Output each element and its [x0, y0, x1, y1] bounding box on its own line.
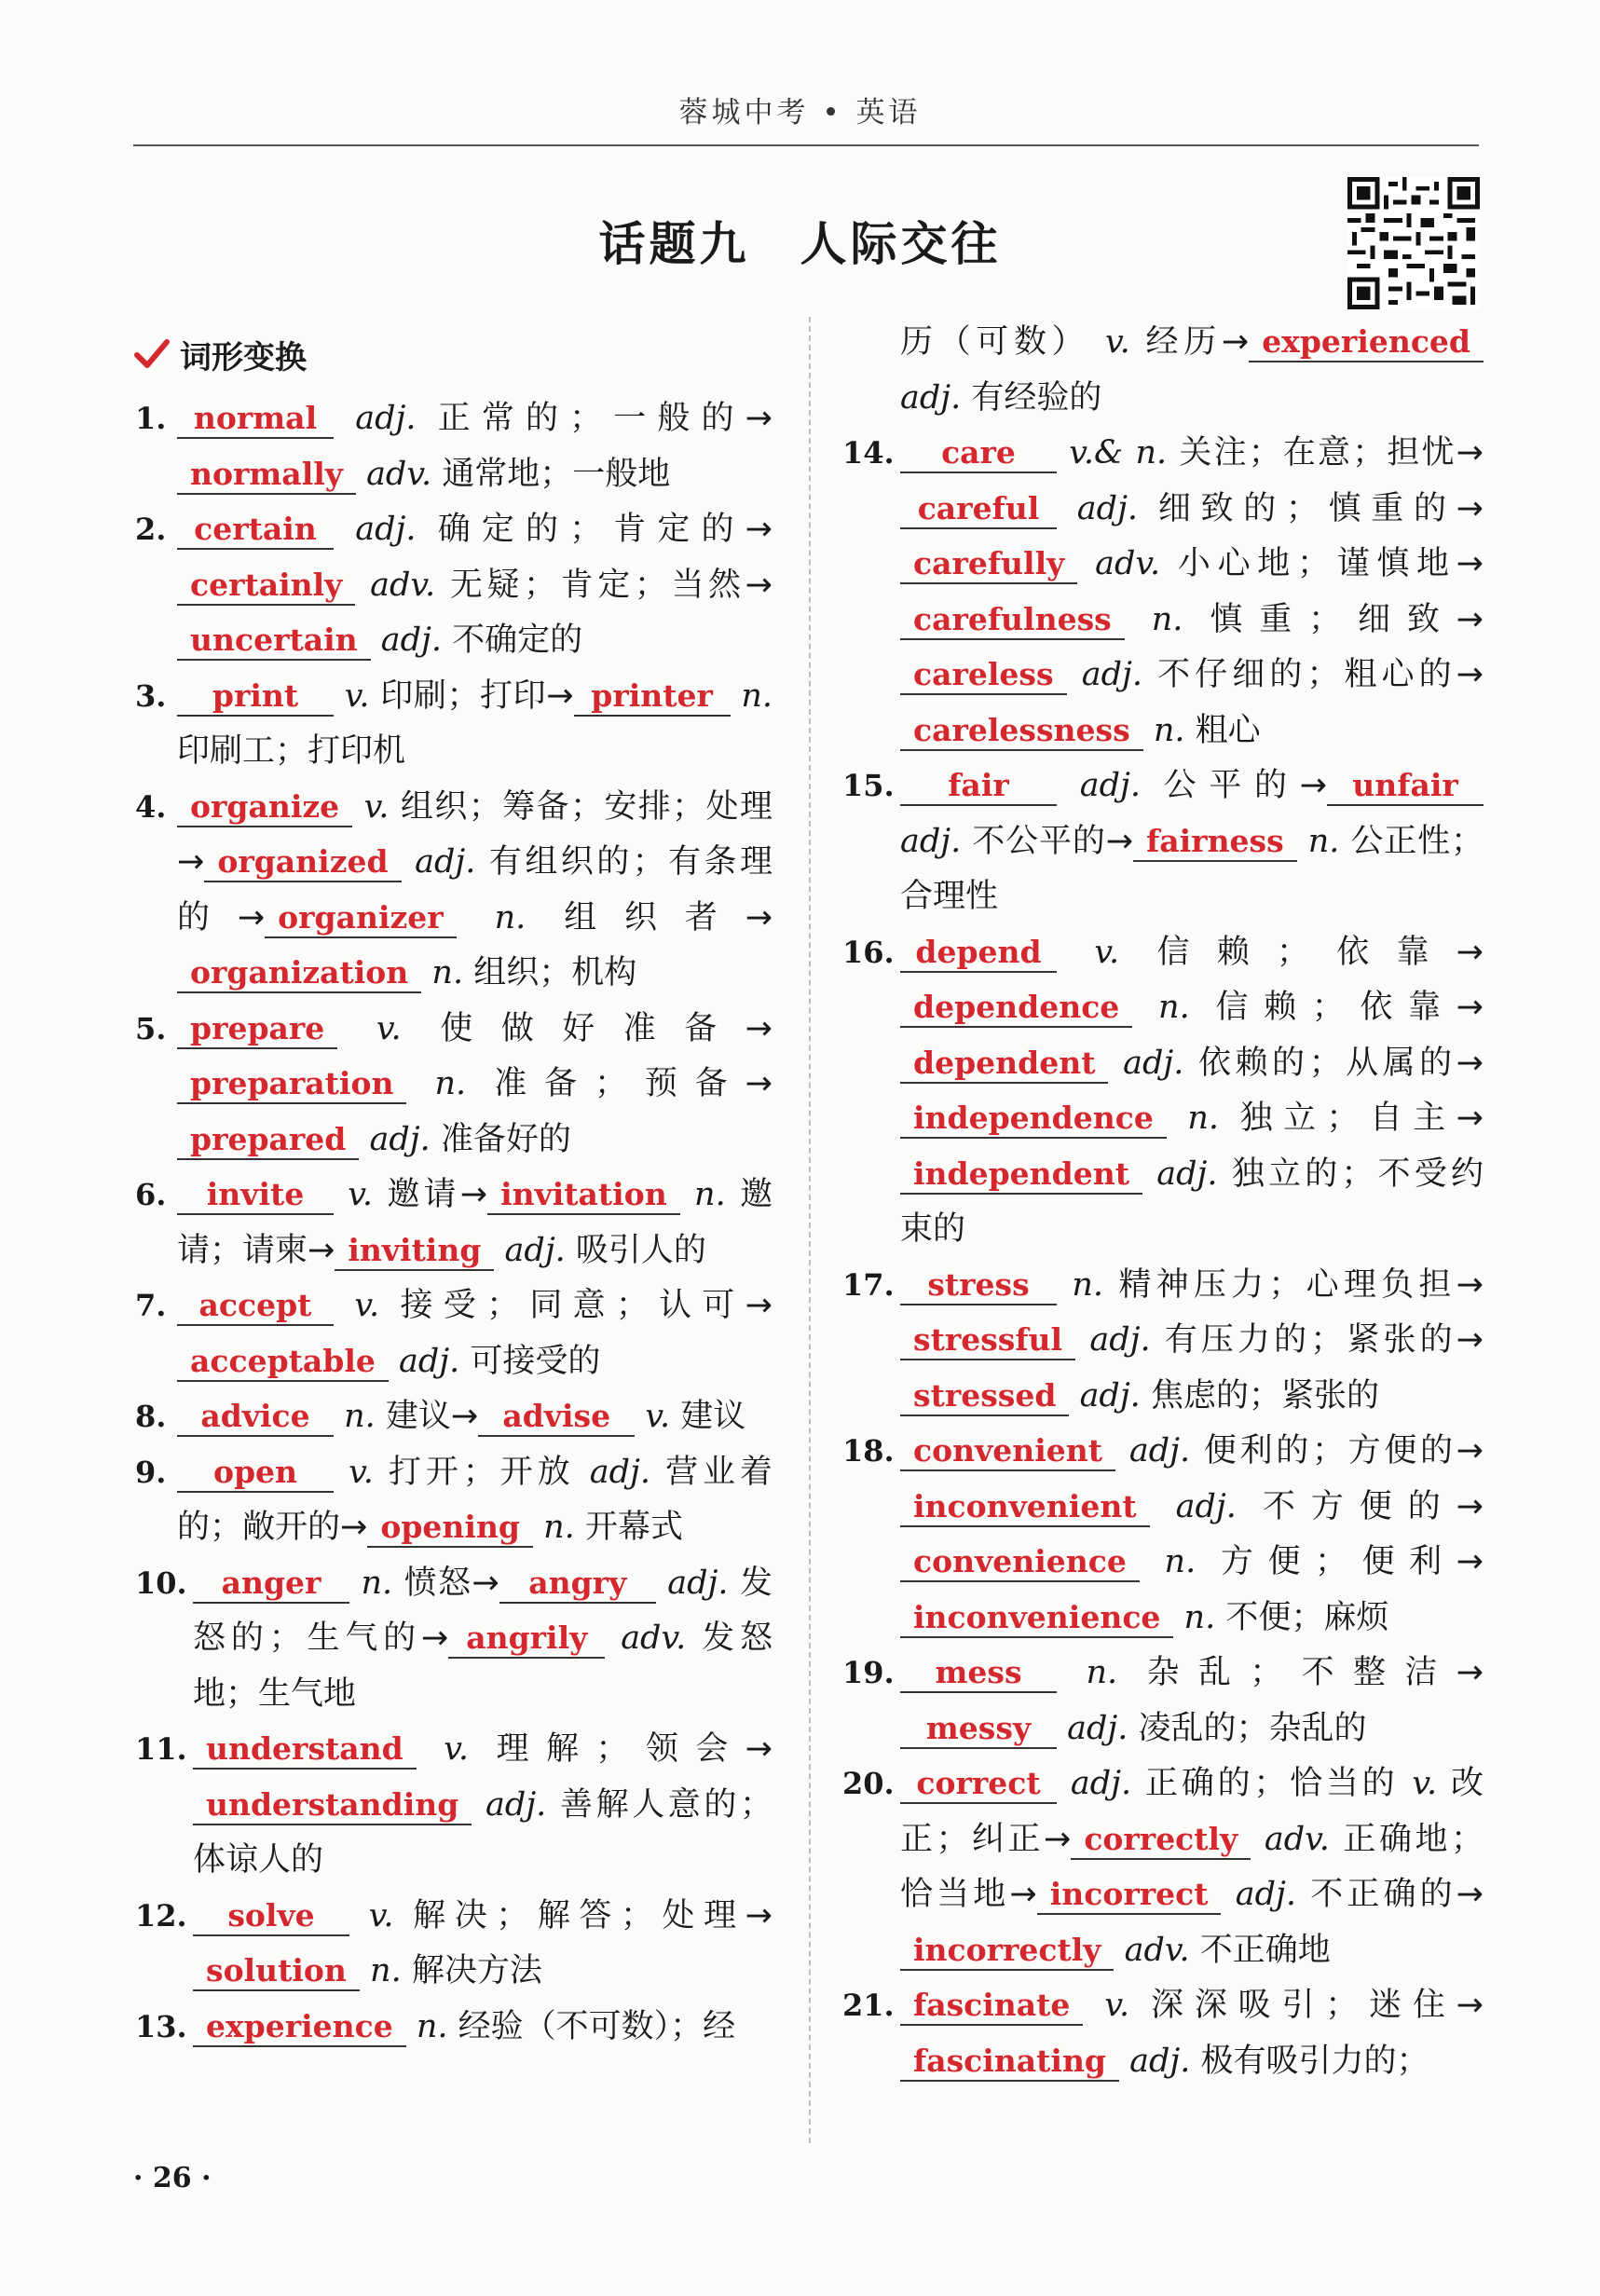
definition-text: 愤怒→: [392, 1564, 499, 1602]
answer-word: uncertain: [177, 622, 371, 661]
part-of-speech: n.: [1124, 600, 1183, 638]
answer-word: convenient: [900, 1432, 1115, 1471]
page-title: 话题九 人际交往: [598, 217, 1002, 271]
vocab-entry: [135, 1556, 773, 1723]
definition-text: 公平的→: [1141, 767, 1328, 804]
answer-word: angrily: [448, 1620, 605, 1659]
definition-text: 组织；机构: [463, 954, 637, 991]
definition-text: 信赖；依靠→: [1119, 933, 1484, 971]
vocab-entry: [135, 1002, 773, 1168]
part-of-speech: adj.: [1069, 1376, 1141, 1414]
answer-word: messy: [900, 1710, 1057, 1749]
answer-word: stress: [900, 1266, 1057, 1305]
entry-number: 20.: [842, 1766, 895, 1801]
entry-number: 5.: [135, 1010, 167, 1046]
definition-text: 不便；麻烦: [1215, 1598, 1389, 1636]
part-of-speech: adv.: [1077, 545, 1161, 582]
definition-text: 理解；领会→: [469, 1730, 773, 1768]
part-of-speech: adj.: [1108, 1044, 1184, 1082]
definition-text: 细致的；慎重的→: [1138, 489, 1484, 527]
answer-word: certainly: [177, 567, 355, 606]
section-heading: [133, 332, 307, 377]
part-of-speech: adj.: [1119, 2042, 1191, 2080]
part-of-speech: v.: [416, 1730, 470, 1768]
part-of-speech: adj.: [900, 822, 962, 860]
part-of-speech: n.: [1057, 1654, 1118, 1691]
entry-number: 3.: [135, 677, 167, 714]
part-of-speech: n.: [406, 1065, 467, 1102]
answer-word: correct: [900, 1765, 1057, 1804]
vocab-entry: [135, 1889, 773, 2000]
definition-text: 发怒的；生气的→: [193, 1564, 773, 1657]
entry-number: 13.: [135, 2008, 187, 2044]
vocab-entry: [135, 780, 773, 1002]
answer-word: organizer: [265, 899, 457, 938]
answer-word: incorrect: [1037, 1876, 1222, 1915]
definition-text: 使做好准备→: [401, 1009, 773, 1047]
answer-word: normal: [177, 400, 334, 439]
definition-text: 改正；纠正→: [900, 1765, 1484, 1858]
answer-word: dependence: [900, 989, 1132, 1028]
entry-number: 11.: [135, 1731, 187, 1767]
part-of-speech: v.: [1089, 323, 1130, 361]
answer-word: organize: [177, 788, 352, 827]
entry-number: 1.: [135, 401, 167, 436]
definition-text: 确定的；肯定的→: [416, 511, 773, 548]
vocab-entry: [135, 1389, 773, 1445]
part-of-speech: adj.: [655, 1564, 729, 1602]
part-of-speech: adj.: [334, 400, 417, 437]
answer-word: organization: [177, 954, 421, 993]
part-of-speech: adv.: [1114, 1931, 1190, 1969]
part-of-speech: adj.: [334, 511, 417, 548]
part-of-speech: n.: [334, 1398, 376, 1435]
definition-text: 经验（不可数）；经: [447, 2007, 736, 2045]
answer-word: carelessness: [900, 712, 1143, 751]
part-of-speech: adj.: [1066, 656, 1142, 693]
definition-text: 深深吸引；迷住→: [1129, 1987, 1484, 2024]
definition-text: 打开；开放: [373, 1453, 575, 1491]
answer-word: careless: [900, 656, 1067, 695]
answer-word: solution: [193, 1952, 360, 1991]
part-of-speech: adj.: [574, 1453, 650, 1491]
vocab-entry: [135, 2000, 773, 2056]
answer-word: fascinating: [900, 2043, 1119, 2082]
part-of-speech: n.: [1296, 822, 1340, 860]
definition-text: 邀请→: [373, 1176, 488, 1213]
answer-word: fairness: [1133, 823, 1297, 862]
answer-word: stressed: [900, 1377, 1069, 1416]
definition-text: 不仔细的；粗心的→: [1142, 656, 1484, 693]
section-title: 词形变换: [180, 339, 307, 376]
part-of-speech: adj.: [1057, 1709, 1128, 1747]
vocab-entry: [842, 1424, 1484, 1646]
part-of-speech: n.: [1142, 711, 1185, 749]
vocab-entry: [135, 1445, 773, 1556]
part-of-speech: n.: [1132, 989, 1190, 1026]
entry-number: 12.: [135, 1897, 187, 1934]
definition-text: 开幕式: [574, 1509, 683, 1546]
entry-number: 19.: [842, 1655, 895, 1690]
vocab-entry: [135, 669, 773, 780]
answer-word: print: [177, 677, 334, 717]
answer-word: stressful: [900, 1321, 1075, 1360]
running-header: 蓉城中考 • 英语: [678, 96, 922, 130]
vocab-entry: [842, 1258, 1484, 1425]
part-of-speech: adj.: [1075, 1321, 1151, 1359]
entry-number: 10.: [135, 1565, 187, 1601]
part-of-speech: adj.: [1057, 1765, 1132, 1802]
definition-text: 凌乱的；杂乱的: [1128, 1709, 1367, 1747]
answer-word: invitation: [487, 1176, 680, 1215]
answer-word: depend: [900, 934, 1057, 973]
part-of-speech: v.: [334, 676, 370, 715]
answer-word: understand: [193, 1730, 417, 1770]
answer-word: mess: [900, 1654, 1057, 1693]
entry-number: 18.: [842, 1433, 895, 1469]
entry-number: 7.: [135, 1288, 167, 1323]
definition-text: 不公平的→: [961, 822, 1134, 860]
part-of-speech: adv.: [1251, 1820, 1330, 1858]
definition-text: 解决；解答；处理→: [393, 1896, 773, 1934]
part-of-speech: adj.: [401, 843, 476, 881]
part-of-speech: v.: [334, 1453, 374, 1491]
answer-word: incorrectly: [900, 1932, 1114, 1971]
entry-number: 6.: [135, 1177, 167, 1212]
definition-text: 组织者→: [526, 898, 773, 936]
answer-word: convenience: [900, 1543, 1140, 1582]
definition-text: 正确地；恰当地→: [900, 1820, 1484, 1913]
answer-word: inconvenience: [900, 1599, 1173, 1638]
definition-text: 发怒地；生气地: [193, 1620, 773, 1713]
part-of-speech: n.: [1166, 1100, 1220, 1137]
definition-text: 印刷工；打印机: [177, 732, 406, 770]
part-of-speech: v.: [337, 1009, 402, 1047]
entry-number: 17.: [842, 1266, 895, 1303]
vocab-entry: [842, 1978, 1484, 2089]
answer-word: care: [900, 434, 1057, 473]
definition-text: 通常地；一般地: [431, 455, 671, 493]
definition-text: 焦虑的；紧张的: [1140, 1376, 1379, 1414]
part-of-speech: v.: [1057, 933, 1120, 971]
definition-text: 无疑；肯定；当然→: [435, 566, 773, 604]
part-of-speech: adv.: [605, 1620, 687, 1657]
vocab-entry: [135, 502, 773, 669]
definition-text: 解决方法: [401, 1952, 542, 1989]
definition-text: 方便；便利→: [1196, 1543, 1484, 1580]
column-divider: [809, 317, 811, 2143]
answer-word: solve: [193, 1897, 349, 1936]
answer-word: prepare: [177, 1010, 337, 1049]
part-of-speech: adj.: [1057, 767, 1142, 804]
definition-text: 建议: [670, 1398, 746, 1435]
answer-word: angry: [499, 1565, 656, 1604]
definition-text: 吸引人的: [565, 1231, 706, 1269]
definition-text: 可接受的: [459, 1342, 601, 1380]
answer-word: independent: [900, 1155, 1142, 1195]
answer-word: understanding: [193, 1786, 472, 1825]
part-of-speech: adj.: [370, 622, 442, 659]
definition-text: 历（可数）: [900, 323, 1090, 361]
definition-text: 信赖；依靠→: [1189, 989, 1484, 1026]
entry-number: 21.: [842, 1988, 895, 2023]
part-of-speech: n.: [421, 954, 464, 991]
vocab-entry: [135, 391, 773, 502]
answer-word: correctly: [1071, 1821, 1251, 1860]
definition-text: 准备好的: [430, 1120, 571, 1158]
definition-text: 独立的；不受约束的: [900, 1155, 1484, 1248]
page-number: · 26 ·: [133, 2162, 212, 2194]
answer-word: preparation: [177, 1065, 406, 1104]
definition-text: 不方便的→: [1236, 1487, 1484, 1525]
definition-text: 粗心: [1184, 711, 1261, 749]
definition-text: 接受；同意；认可→: [379, 1287, 773, 1324]
vocab-entry: [135, 1722, 773, 1889]
answer-word: acceptable: [177, 1343, 389, 1382]
definition-text: 准备；预备→: [466, 1065, 773, 1102]
definition-text: 关注；在意；担忧→: [1167, 434, 1484, 472]
part-of-speech: n.: [456, 898, 526, 936]
definition-text: 正确的；恰当的: [1131, 1765, 1399, 1802]
definition-text: 有压力的；紧张的→: [1150, 1321, 1484, 1359]
definition-text: 依赖的；从属的→: [1183, 1044, 1484, 1082]
vocab-entry: [842, 315, 1484, 426]
part-of-speech: adj.: [1149, 1487, 1237, 1525]
qr-code-icon: [1347, 177, 1480, 309]
definition-text: 经历→: [1129, 323, 1250, 361]
answer-word: advise: [478, 1398, 635, 1437]
definition-text: 便利的；方便的→: [1190, 1432, 1484, 1469]
vocab-entry: [135, 1168, 773, 1278]
definition-text: 小心地；谨慎地→: [1160, 545, 1484, 582]
answer-word: independence: [900, 1100, 1167, 1139]
answer-word: accept: [177, 1287, 334, 1326]
part-of-speech: v.: [334, 1287, 380, 1324]
part-of-speech: n.: [730, 676, 773, 715]
answer-word: experienced: [1249, 323, 1484, 362]
answer-word: careful: [900, 490, 1057, 529]
entry-number: 15.: [842, 768, 895, 803]
definition-text: 不确定的: [442, 622, 583, 659]
header-rule: [133, 144, 1479, 146]
part-of-speech: adj.: [1057, 489, 1139, 527]
vocab-entry: [842, 758, 1484, 925]
definition-text: 营业着的；敞开的→: [177, 1453, 773, 1546]
answer-word: carefully: [900, 545, 1077, 584]
definition-text: 建议→: [375, 1398, 479, 1435]
definition-text: 精神压力；心理负担→: [1103, 1265, 1484, 1304]
part-of-speech: n.: [1139, 1543, 1197, 1580]
definition-text: 组织；筹备；安排；处理→: [177, 787, 773, 881]
part-of-speech: n.: [405, 2007, 448, 2045]
answer-word: opening: [367, 1509, 533, 1548]
part-of-speech: n.: [679, 1176, 726, 1213]
answer-word: dependent: [900, 1045, 1108, 1084]
answer-word: open: [177, 1454, 334, 1493]
entry-number: 4.: [135, 788, 167, 825]
answer-word: organized: [204, 843, 401, 882]
part-of-speech: adv.: [355, 455, 432, 493]
part-of-speech: adj.: [494, 1231, 566, 1269]
entry-number: 2.: [135, 512, 167, 547]
part-of-speech: adj.: [472, 1785, 547, 1824]
part-of-speech: v.: [635, 1398, 671, 1435]
answer-word: unfair: [1327, 767, 1484, 806]
part-of-speech: adj.: [359, 1120, 431, 1158]
part-of-speech: v.: [352, 787, 390, 826]
definition-text: 不正确的→: [1295, 1876, 1484, 1913]
answer-word: inviting: [335, 1232, 494, 1271]
definition-text: 不正确地: [1189, 1931, 1331, 1969]
entry-number: 14.: [842, 435, 895, 471]
answer-word: experience: [193, 2008, 406, 2047]
part-of-speech: n.: [359, 1952, 402, 1989]
answer-word: carefulness: [900, 601, 1125, 640]
definition-text: 杂乱；不整洁→: [1117, 1654, 1484, 1691]
definition-text: 有组织的；有条理的→: [177, 843, 773, 936]
definition-text: 邀请；请柬→: [177, 1176, 773, 1269]
answer-word: invite: [177, 1176, 334, 1215]
part-of-speech: n.: [1057, 1265, 1104, 1304]
part-of-speech: adj.: [1115, 1432, 1191, 1469]
definition-text: 正常的；一般的→: [416, 400, 773, 437]
definition-text: 独立；自主→: [1219, 1100, 1484, 1137]
vocab-entry: [842, 1756, 1484, 1978]
definition-text: 极有吸引力的；: [1190, 2042, 1429, 2080]
definition-text: 慎重；细致→: [1183, 600, 1484, 638]
answer-word: printer: [574, 677, 731, 717]
answer-word: certain: [177, 511, 334, 550]
entry-number: 16.: [842, 934, 895, 970]
part-of-speech: v.: [334, 1176, 374, 1213]
answer-word: advice: [177, 1398, 334, 1437]
part-of-speech: n.: [349, 1564, 393, 1602]
answer-word: fascinate: [900, 1987, 1083, 2026]
part-of-speech: adj.: [388, 1342, 460, 1380]
answer-word: fair: [900, 767, 1057, 806]
part-of-speech: adj.: [900, 378, 962, 417]
part-of-speech: adj.: [1221, 1876, 1296, 1913]
part-of-speech: n.: [533, 1509, 575, 1546]
part-of-speech: v.: [1083, 1987, 1130, 2024]
vocab-entry: [842, 426, 1484, 758]
answer-word: prepared: [177, 1121, 359, 1160]
answer-word: anger: [193, 1565, 349, 1604]
part-of-speech: adj.: [1142, 1155, 1218, 1193]
entry-number: 9.: [135, 1454, 167, 1490]
check-icon: [133, 336, 171, 374]
entry-number: 8.: [135, 1399, 167, 1434]
part-of-speech: v.& n.: [1057, 434, 1168, 472]
definition-text: 有经验的: [961, 378, 1102, 417]
definition-text: 善解人意的；体谅人的: [193, 1785, 773, 1879]
definition-text: 公正性；合理性: [900, 822, 1484, 915]
right-column: [842, 315, 1484, 2089]
answer-word: normally: [177, 456, 356, 495]
part-of-speech: n.: [1173, 1598, 1216, 1636]
part-of-speech: adv.: [355, 566, 436, 604]
answer-word: inconvenient: [900, 1488, 1150, 1527]
vocab-entry: [842, 1646, 1484, 1756]
vocab-entry: [135, 1278, 773, 1389]
vocab-entry: [842, 925, 1484, 1258]
left-column: [135, 391, 773, 2055]
part-of-speech: v.: [349, 1896, 394, 1934]
part-of-speech: v.: [1398, 1765, 1438, 1802]
definition-text: 印刷；打印→: [369, 676, 574, 715]
